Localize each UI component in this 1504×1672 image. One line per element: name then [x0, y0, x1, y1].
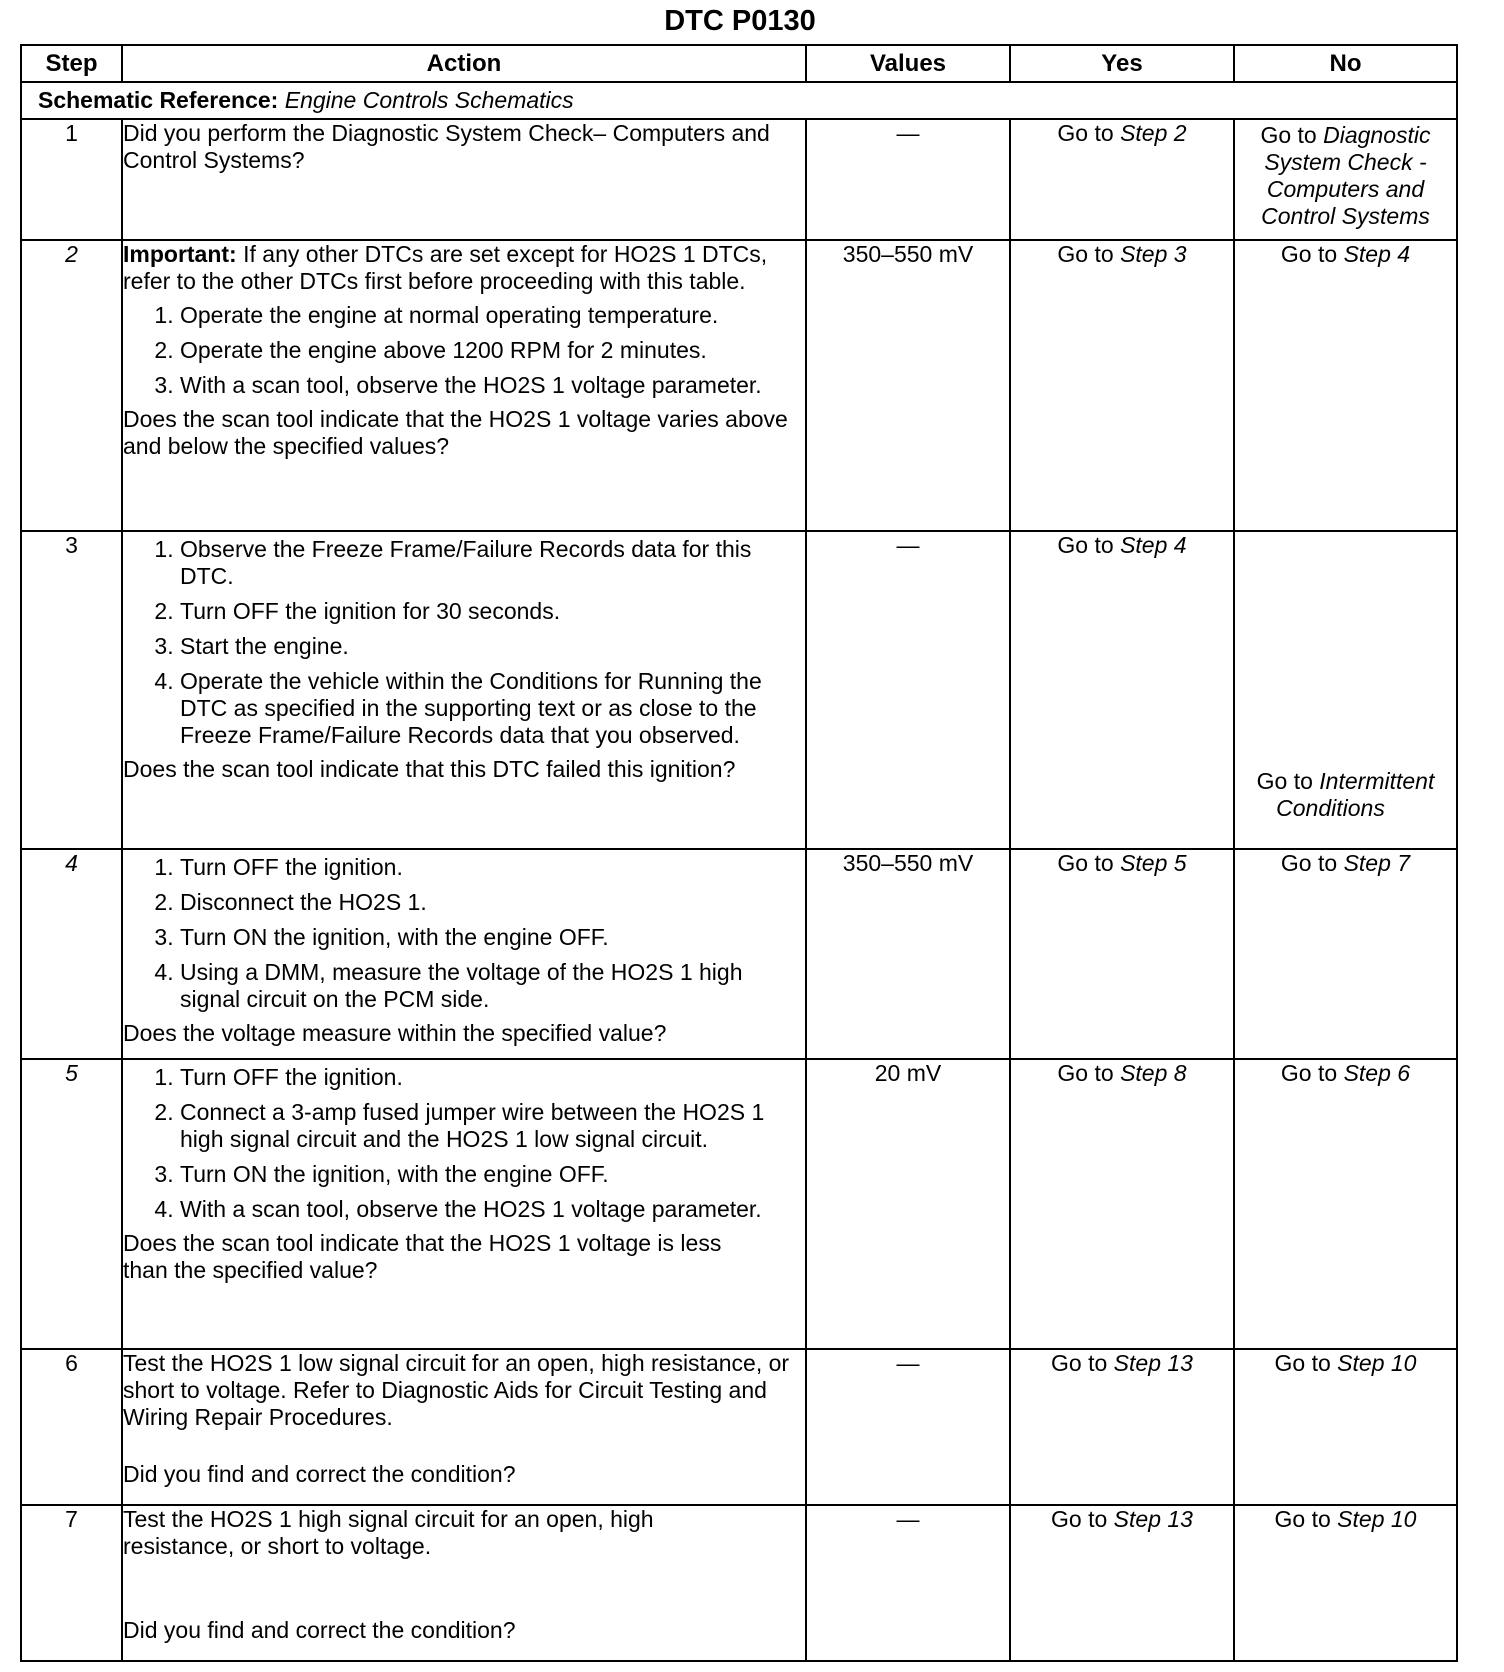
- list-item: 3. Start the engine.: [180, 633, 805, 660]
- list-item: 2. Operate the engine above 1200 RPM for 2 minutes.: [180, 337, 805, 364]
- step-number: 1: [21, 119, 122, 240]
- action-question: Does the scan tool indicate that the HO2S 1 voltage is less than the specified value?: [123, 1230, 722, 1283]
- step-number: 7: [21, 1505, 122, 1661]
- yes-cell: [1010, 1349, 1234, 1505]
- no-target-line: Intermittent: [1319, 768, 1435, 794]
- action-intro: Did you perform the Diagnostic System Check– Computers and Control Systems?: [123, 120, 770, 173]
- list-item: 4. Operate the vehicle within the Conditions for Running the DTC as specified in the supporting text or as close to the Freeze Frame/Failure Records data that you observed.: [180, 668, 805, 749]
- value-cell: 350–550 mV: [806, 849, 1010, 1059]
- action-cell: [122, 1349, 806, 1505]
- no-target-line: Computers and: [1266, 176, 1425, 202]
- action-question: Does the voltage measure within the specified value?: [123, 1020, 667, 1046]
- instruction-list: [123, 854, 805, 1013]
- action-cell: [122, 531, 806, 849]
- diagnostic-table: [20, 44, 1458, 1662]
- go-to-label: Go to: [1280, 1060, 1338, 1086]
- no-target: Step 6: [1343, 1060, 1411, 1086]
- important-note: [123, 241, 805, 295]
- list-item: 1. Turn OFF the ignition.: [180, 1064, 805, 1091]
- go-to-label: Go to: [1051, 1350, 1108, 1376]
- yes-cell: [1010, 849, 1234, 1059]
- table-row: [21, 849, 1457, 1059]
- no-target: Step 10: [1337, 1506, 1417, 1532]
- go-to-label: Go to: [1256, 768, 1313, 794]
- go-to-label: Go to: [1274, 1350, 1331, 1376]
- no-cell: [1234, 531, 1457, 849]
- list-item: 2. Turn OFF the ignition for 30 seconds.: [180, 598, 805, 625]
- action-question: Does the scan tool indicate that the HO2S 1 voltage varies above and below the specified values?: [123, 406, 788, 459]
- value-cell: 20 mV: [806, 1059, 1010, 1349]
- header-values: Values: [806, 45, 1010, 82]
- list-item: 4. Using a DMM, measure the voltage of the HO2S 1 high signal circuit on the PCM side.: [180, 959, 805, 1013]
- yes-cell: [1010, 1505, 1234, 1661]
- header-yes: Yes: [1010, 45, 1234, 82]
- value-cell: —: [806, 531, 1010, 849]
- important-label: Important:: [123, 241, 237, 267]
- list-item: 2. Connect a 3-amp fused jumper wire between the HO2S 1 high signal circuit and the HO2S 1 low signal circuit.: [180, 1099, 805, 1153]
- important-text: If any other DTCs are set except for HO2S 1 DTCs, refer to the other DTCs first before proceeding with this table.: [123, 241, 768, 294]
- yes-target: Step 2: [1120, 120, 1187, 146]
- no-target-line: System Check -: [1264, 149, 1427, 175]
- value-cell: —: [806, 1505, 1010, 1661]
- step-number: 3: [21, 531, 122, 849]
- yes-cell: [1010, 119, 1234, 240]
- list-item: 3. With a scan tool, observe the HO2S 1 voltage parameter.: [180, 372, 805, 399]
- list-item: 1. Turn OFF the ignition.: [180, 854, 805, 881]
- go-to-label: Go to: [1057, 241, 1114, 267]
- instruction-list: [123, 1064, 805, 1223]
- action-question: Does the scan tool indicate that this DTC failed this ignition?: [123, 756, 736, 782]
- header-row: [21, 45, 1457, 82]
- yes-target: Step 13: [1113, 1350, 1193, 1376]
- go-to-label: Go to: [1274, 1506, 1331, 1532]
- schematic-link: Engine Controls Schematics: [284, 87, 574, 113]
- go-to-label: Go to: [1057, 120, 1114, 146]
- yes-target: Step 13: [1113, 1506, 1193, 1532]
- table-row: [21, 240, 1457, 531]
- no-cell: [1234, 119, 1457, 240]
- yes-target: Step 3: [1120, 241, 1187, 267]
- list-item: 4. With a scan tool, observe the HO2S 1 voltage parameter.: [180, 1196, 805, 1223]
- no-cell: [1234, 849, 1457, 1059]
- no-cell: [1234, 240, 1457, 531]
- no-cell: [1234, 1505, 1457, 1661]
- go-to-label: Go to: [1280, 850, 1338, 876]
- no-cell: [1234, 1349, 1457, 1505]
- go-to-label: Go to: [1057, 532, 1114, 558]
- table-row: [21, 119, 1457, 240]
- list-item: 1. Operate the engine at normal operating temperature.: [180, 302, 805, 329]
- action-cell: [122, 119, 806, 240]
- go-to-label: Go to: [1057, 1060, 1114, 1086]
- yes-target: Step 5: [1120, 850, 1187, 876]
- action-intro: Test the HO2S 1 low signal circuit for an open, high resistance, or short to voltage. Refer to Diagnostic Aids for Circuit Testing and Wiring Repair Procedures.: [123, 1350, 790, 1430]
- header-step: Step: [21, 45, 122, 82]
- list-item: 3. Turn ON the ignition, with the engine OFF.: [180, 1161, 805, 1188]
- no-target: Step 10: [1337, 1350, 1417, 1376]
- action-cell: [122, 1059, 806, 1349]
- action-cell: [122, 849, 806, 1059]
- go-to-label: Go to: [1051, 1506, 1108, 1532]
- go-to-label: Go to: [1057, 850, 1114, 876]
- yes-target: Step 8: [1120, 1060, 1187, 1086]
- go-to-label: Go to: [1280, 241, 1338, 267]
- schematic-row: [21, 82, 1457, 119]
- header-no: No: [1234, 45, 1457, 82]
- list-item: 1. Observe the Freeze Frame/Failure Records data for this DTC.: [180, 536, 805, 590]
- step-number: 4: [21, 849, 122, 1059]
- schematic-reference: [21, 82, 1457, 119]
- no-target-line: Control Systems: [1261, 203, 1430, 229]
- list-item: 2. Disconnect the HO2S 1.: [180, 889, 805, 916]
- document-title: DTC P0130: [664, 5, 816, 37]
- table-row: [21, 1505, 1457, 1661]
- instruction-list: [123, 536, 805, 749]
- go-to-label: Go to: [1260, 122, 1317, 148]
- step-number: 2: [21, 240, 122, 531]
- value-cell: —: [806, 119, 1010, 240]
- table-row: [21, 531, 1457, 849]
- yes-cell: [1010, 1059, 1234, 1349]
- step-number: 5: [21, 1059, 122, 1349]
- no-target-line: Diagnostic: [1323, 122, 1431, 148]
- value-cell: —: [806, 1349, 1010, 1505]
- list-item: 3. Turn ON the ignition, with the engine OFF.: [180, 924, 805, 951]
- action-question: Did you find and correct the condition?: [123, 1617, 516, 1643]
- no-target: Step 4: [1343, 241, 1411, 267]
- yes-cell: [1010, 240, 1234, 531]
- action-intro: Test the HO2S 1 high signal circuit for an open, high resistance, or short to voltage.: [123, 1506, 654, 1559]
- schematic-label: Schematic Reference:: [38, 87, 279, 113]
- no-target-line: Conditions: [1276, 795, 1385, 821]
- header-action: Action: [122, 45, 806, 82]
- table-row: [21, 1059, 1457, 1349]
- yes-cell: [1010, 531, 1234, 849]
- yes-target: Step 4: [1120, 532, 1187, 558]
- no-target: Step 7: [1343, 850, 1411, 876]
- action-cell: [122, 1505, 806, 1661]
- action-cell: [122, 240, 806, 531]
- table-row: [21, 1349, 1457, 1505]
- value-cell: 350–550 mV: [806, 240, 1010, 531]
- instruction-list: [123, 302, 805, 399]
- action-question: Did you find and correct the condition?: [123, 1461, 516, 1487]
- step-number: 6: [21, 1349, 122, 1505]
- no-cell: [1234, 1059, 1457, 1349]
